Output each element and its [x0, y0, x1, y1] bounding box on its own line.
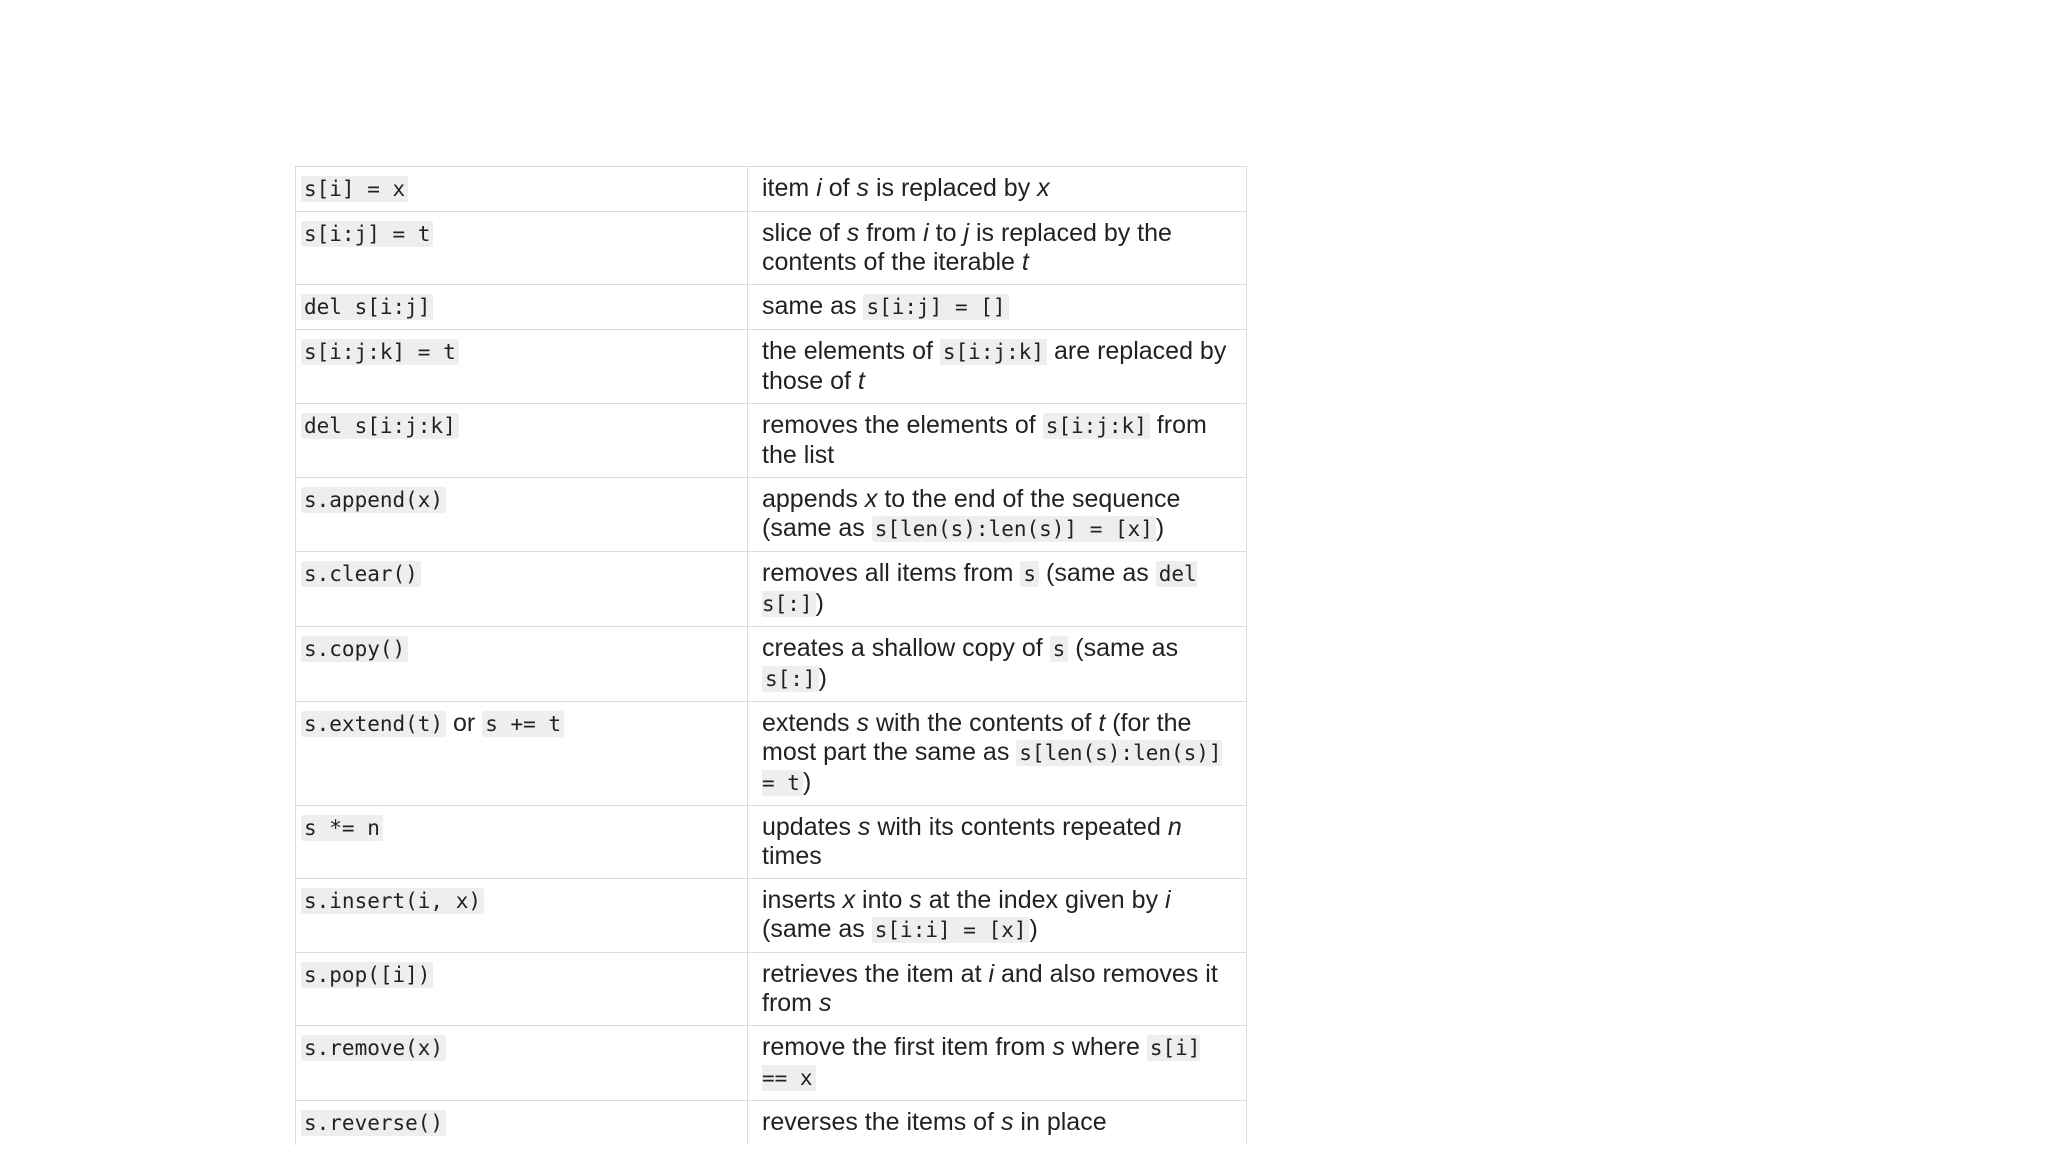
code-snippet: s.append(x) [301, 487, 446, 513]
result-cell [748, 330, 1247, 404]
description-text: to the end of the sequence (same as [762, 485, 1181, 542]
code-snippet: s *= n [301, 815, 383, 841]
description-text: ) [1029, 915, 1038, 943]
description-text: where [1064, 1033, 1147, 1061]
result-cell [748, 552, 1247, 627]
italic-variable: s [856, 174, 869, 202]
code-snippet: s [1050, 636, 1069, 662]
italic-variable: s [909, 886, 922, 914]
operation-cell [296, 330, 748, 404]
table-row [296, 212, 1247, 285]
result-cell [748, 478, 1247, 552]
code-snippet: s.remove(x) [301, 1035, 446, 1061]
italic-variable: x [842, 886, 856, 914]
result-cell [748, 167, 1247, 212]
description-text: ) [1155, 514, 1165, 542]
description-text: slice of [762, 219, 847, 247]
description-text: remove the first item from [762, 1033, 1053, 1061]
description-text: retrieves the item at [762, 960, 989, 988]
description-text: with the contents of [869, 709, 1099, 737]
result-cell [748, 879, 1247, 953]
operation-cell [296, 478, 748, 552]
italic-variable: x [1037, 174, 1050, 202]
table-row [296, 285, 1247, 330]
italic-variable: t [1021, 248, 1029, 276]
description-text: of [821, 174, 857, 202]
description-text: ) [802, 768, 812, 796]
italic-variable: n [1167, 813, 1182, 841]
description-text: same as [762, 292, 864, 320]
code-snippet: s[i] == x [762, 1036, 1201, 1090]
description-text: in place [1013, 1108, 1107, 1136]
table-row [296, 478, 1247, 552]
code-snippet: s.reverse() [301, 1110, 446, 1136]
code-snippet: s[i:j] = t [301, 221, 433, 247]
operation-cell [296, 167, 748, 212]
description-text: (for the most part the same as [762, 709, 1192, 766]
description-text: are replaced by those of [762, 337, 1227, 395]
code-snippet: s.insert(i, x) [301, 888, 484, 914]
description-text: (same as [1068, 634, 1179, 662]
description-text: ) [818, 664, 827, 692]
result-cell [748, 404, 1247, 478]
table-row [296, 552, 1247, 627]
italic-variable: j [963, 219, 970, 247]
operation-cell [296, 879, 748, 953]
italic-variable: s [846, 219, 860, 247]
code-snippet: s.clear() [301, 561, 421, 587]
description-text: the elements of [762, 337, 940, 365]
result-cell [748, 953, 1247, 1026]
description-text: removes all items from [762, 559, 1021, 587]
table-row [296, 330, 1247, 404]
description-text: into [855, 886, 910, 914]
code-snippet: s[i:j:k] [1043, 413, 1150, 439]
code-snippet: s += t [482, 711, 564, 737]
operation-cell [296, 552, 748, 627]
operation-cell [296, 1101, 748, 1146]
result-cell [748, 1026, 1247, 1101]
description-text: removes the elements of [762, 411, 1043, 439]
description-text: reverses the items of [762, 1108, 1001, 1136]
result-cell [748, 806, 1247, 879]
code-snippet: s[i:i] = [x] [872, 917, 1030, 943]
result-cell [748, 212, 1247, 285]
code-snippet: s[i:j] = [] [863, 294, 1008, 320]
description-text: inserts [762, 886, 843, 914]
result-cell [748, 702, 1247, 806]
code-snippet: s[len(s):len(s)] = [x] [872, 516, 1156, 542]
table-row [296, 1101, 1247, 1146]
description-text: (same as [1039, 559, 1156, 587]
italic-variable: t [857, 367, 865, 395]
description-text: from [859, 219, 924, 247]
description-text: item [762, 174, 817, 202]
description-text: creates a shallow copy of [762, 634, 1050, 662]
description-text: with its contents repeated [870, 813, 1168, 841]
italic-variable: i [816, 174, 822, 202]
description-text: is replaced by [869, 174, 1038, 202]
italic-variable: i [1165, 886, 1171, 914]
code-snippet: s[i:j:k] = t [301, 339, 459, 365]
description-text: updates [762, 813, 858, 841]
code-snippet: s[len(s):len(s)] = t [762, 741, 1222, 795]
table-row [296, 1026, 1247, 1101]
operation-cell [296, 627, 748, 702]
description-text: ) [815, 589, 824, 617]
italic-variable: s [818, 989, 832, 1017]
italic-variable: i [988, 960, 995, 988]
italic-variable: s [856, 709, 870, 737]
operation-cell [296, 285, 748, 330]
code-snippet: s.pop([i]) [301, 962, 433, 988]
code-snippet: del s[i:j] [301, 294, 433, 320]
code-snippet: s.copy() [301, 636, 408, 662]
italic-variable: t [1098, 709, 1106, 737]
table-row [296, 627, 1247, 702]
result-cell [748, 285, 1247, 330]
italic-variable: s [1052, 1033, 1065, 1061]
code-snippet: del s[i:j:k] [301, 413, 459, 439]
table-row [296, 404, 1247, 478]
italic-variable: s [857, 813, 871, 841]
result-cell [748, 627, 1247, 702]
operation-cell [296, 212, 748, 285]
italic-variable: i [923, 219, 929, 247]
code-snippet: s [1020, 561, 1039, 587]
table-row [296, 702, 1247, 806]
table-row [296, 879, 1247, 953]
sequence-operations-table [295, 166, 1247, 1145]
description-text: to [928, 219, 964, 247]
description-text: and also removes it from [762, 960, 1218, 1017]
result-cell [748, 1101, 1247, 1146]
operation-cell [296, 953, 748, 1026]
table-row [296, 953, 1247, 1026]
description-text: is replaced by the contents of the iterable [762, 219, 1172, 276]
code-snippet: s[:] [762, 666, 819, 692]
operation-cell [296, 404, 748, 478]
operation-cell [296, 806, 748, 879]
description-text: extends [762, 709, 857, 737]
code-snippet: del s[:] [762, 562, 1197, 616]
description-text: times [762, 842, 822, 870]
code-snippet: s.extend(t) [301, 711, 446, 737]
italic-variable: x [864, 485, 878, 513]
code-snippet: s[i] = x [301, 176, 408, 202]
table-row [296, 806, 1247, 879]
table-body [296, 167, 1247, 1146]
table-row [296, 167, 1247, 212]
code-snippet: s[i:j:k] [940, 339, 1047, 365]
description-text: or [446, 709, 483, 737]
operation-cell [296, 702, 748, 806]
operation-cell [296, 1026, 748, 1101]
description-text: appends [762, 485, 865, 513]
description-text: from the list [762, 411, 1207, 469]
description-text: at the index given by [921, 886, 1166, 914]
description-text: (same as [762, 915, 872, 943]
italic-variable: s [1000, 1108, 1014, 1136]
